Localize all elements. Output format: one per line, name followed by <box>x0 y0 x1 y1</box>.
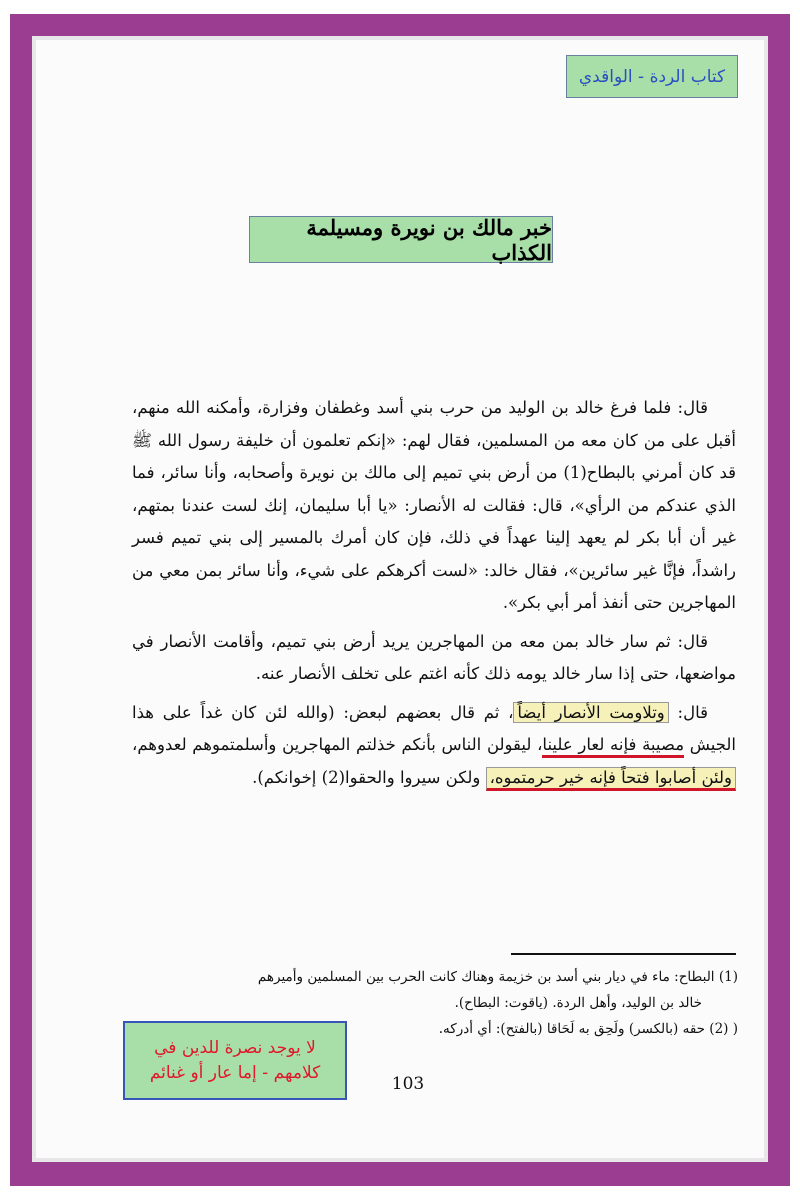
page-number: 103 <box>391 1074 425 1094</box>
book-page <box>36 40 764 1158</box>
paragraph-3-mid1: ، ثم قال بعضهم لبعض: (والله لئن كان غداً على هذا الجيش <box>132 702 737 754</box>
footnote-1-line-1: (1) البطاح: ماء في ديار بني أسد بن خزيمة وهناك كانت الحرب بين المسلمين وأميرهم <box>257 969 738 985</box>
footnote-divider <box>511 953 736 955</box>
book-label-text: كتاب الردة - الواقدي <box>578 66 726 87</box>
callout-line-2: كلامهم - إما عار أو غنائم <box>149 1062 321 1083</box>
underline-shame: مصيبة فإنه لعار علينا <box>542 735 684 758</box>
main-text <box>132 392 736 800</box>
chapter-title-text: خبر مالك بن نويرة ومسيلمة الكذاب <box>306 214 552 265</box>
highlight-ansar-blame: وتلاومت الأنصار أيضاً <box>513 702 668 723</box>
chapter-title <box>249 216 553 263</box>
book-label <box>566 55 738 98</box>
footnote-2: ( (2) حقه (بالكسر) ولَحِق به لَحَاقا (بالفتح): أي أدركه. <box>438 1021 738 1037</box>
paragraph-2-text: قال: ثم سار خالد بمن معه من المهاجرين يريد أرض بني تميم، وأقامت الأنصار في مواضعها، حتى إذا سار خالد يومه ذلك كأنه اغتم على تخلف الأنصار عنه. <box>132 631 736 683</box>
highlight-spoils: ولئن أصابوا فتحاً فإنه خير حرمتموه، <box>486 767 736 791</box>
paragraph-3-tail: ولكن سيروا والحقوا(2) إخوانكم). <box>252 767 486 787</box>
paragraph-3-mid2: ، ليقولن الناس بأنكم خذلتم المهاجرين وأسلمتموهم لعدوهم، <box>132 735 543 754</box>
paragraph-3 <box>132 697 736 795</box>
paragraph-1-text: قال: فلما فرغ خالد بن الوليد من حرب بني أسد وغطفان وفزارة، وأمكنه الله منهم، أقبل على من كان معه من المسلمين، فقال لهم: «إنكم تعلمون أن خليفة رسول الله ﷺ قد كان أمرني بالبطاح(1) من أرض بني تميم إلى مالك بن نويرة وأصحابه، وأنا سائر، فما الذي عندكم من الرأي»، قال: فقالت له الأنصار: «يا أبا سليمان، إنك لست عندنا بمتهم، غير أن أبا بكر لم يعهد إلينا عهداً في ذلك، فإن كان أمرك بالمسير إلى بني تميم فسر راشداً، فإنَّا غير سائرين»، فقال خالد: «لست أكرهكم على شيء، وأنا سائر بمن معي من المهاجرين حتى أنفذ أمر أبي بكر». <box>132 398 736 612</box>
paragraph-1 <box>132 392 736 620</box>
callout-line-1: لا يوجد نصرة للدين في <box>154 1037 316 1058</box>
paragraph-2 <box>132 626 736 691</box>
commentary-callout <box>123 1021 347 1100</box>
footnote-1-line-2: خالد بن الوليد، وأهل الردة. (ياقوت: البطاح). <box>454 995 702 1011</box>
paragraph-3-lead: قال: <box>677 702 708 722</box>
